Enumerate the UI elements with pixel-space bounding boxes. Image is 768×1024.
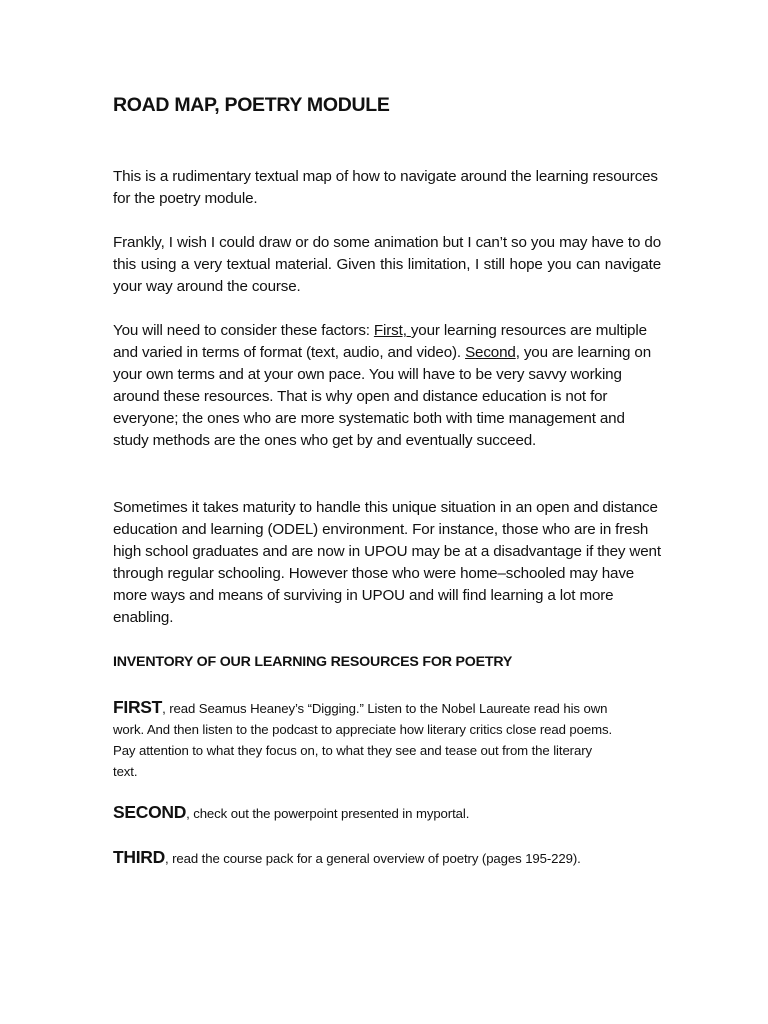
second-factor-label: Second [465, 344, 516, 361]
step-first-lead: FIRST [113, 697, 163, 717]
factors-text-intro: You will need to consider these factors: [113, 322, 374, 339]
maturity-paragraph: Sometimes it takes maturity to handle this unique situation in an open and distance education and learning (ODEL) environment. For instance, those who are in fresh high school graduates and are now in UPOU may be at a disadvantage if they went through regular schooling. However those who were home–schooled may have more ways and means of surviving in UPOU and will find learning a lot more enabling. [113, 499, 661, 626]
intro-paragraph: This is a rudimentary textual map of how to navigate around the learning resources for the poetry module. [113, 168, 658, 207]
factors-text-second: , you are learning on your own terms and at your own pace. You will have to be very savvy working around these resources. That is why open and distance education is not for everyone; the ones who are more systematic both with time management and study methods are the ones who get by and eventually succeed. [113, 344, 652, 449]
step-second-lead: SECOND [113, 802, 187, 822]
step-first [113, 697, 613, 782]
step-third-text: , read the course pack for a general overview of poetry (pages 195-229). [164, 851, 581, 866]
step-second-text: , check out the powerpoint presented in myportal. [186, 806, 470, 821]
limitation-paragraph: Frankly, I wish I could draw or do some animation but I can’t so you may have to do this using a very textual material. Given this limitation, I still hope you can navigate your way around the course. [113, 234, 661, 295]
step-second [113, 802, 613, 824]
inventory-heading: INVENTORY OF OUR LEARNING RESOURCES FOR POETRY [113, 654, 513, 670]
factors-text-first: your learning resources are multiple and varied in terms of format (text, audio, and video). [113, 322, 647, 361]
step-third-lead: THIRD [113, 847, 165, 867]
step-third [113, 847, 613, 869]
first-factor-label: First, [373, 322, 411, 339]
step-first-text: , read Seamus Heaney’s “Digging.” Listen to the Nobel Laureate read his own work. And then listen to the podcast to appreciate how literary critics close read poems. Pay attention to what they focus on, to what they see and tease out from the literary text. [113, 701, 613, 779]
factors-paragraph [113, 320, 661, 452]
page-title: ROAD MAP, POETRY MODULE [113, 94, 390, 116]
